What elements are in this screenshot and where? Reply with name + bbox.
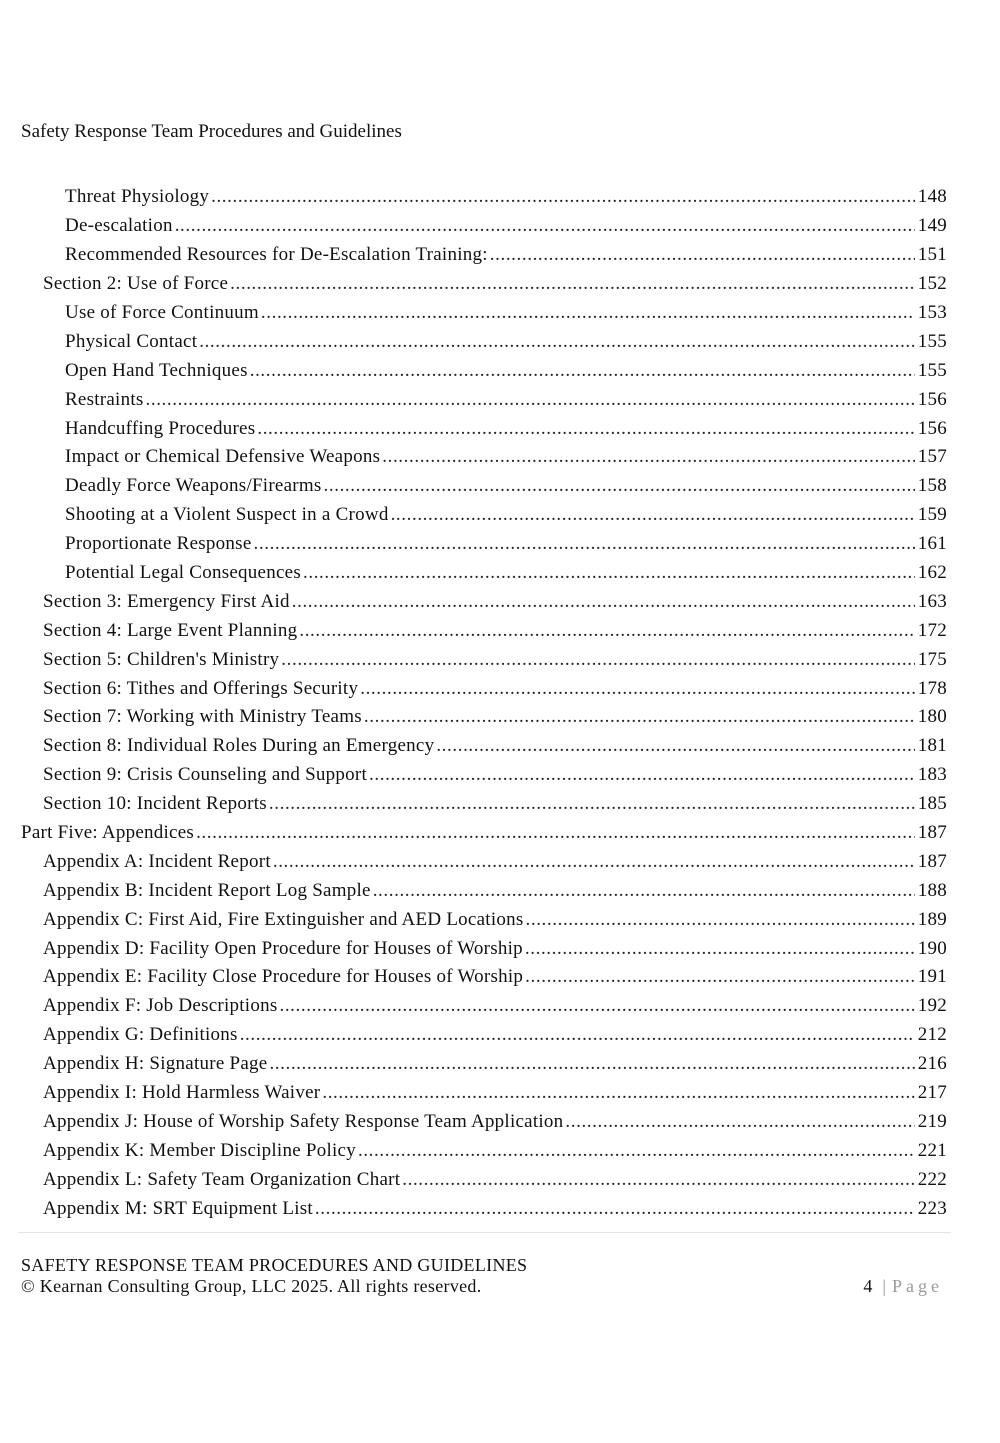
toc-entry[interactable]: [0, 1079, 1000, 1108]
toc-dot-leader: [269, 793, 915, 815]
toc-dot-leader: [269, 1053, 914, 1075]
toc-entry[interactable]: [0, 241, 1000, 270]
toc-dot-leader: [369, 764, 915, 786]
toc-entry-title: Appendix B: Incident Report Log Sample: [43, 879, 371, 901]
toc-entry-title: Deadly Force Weapons/Firearms: [65, 475, 322, 497]
toc-entry-title: Appendix E: Facility Close Procedure for Houses of Worship: [43, 966, 524, 988]
toc-entry-title: Impact or Chemical Defensive Weapons: [65, 446, 381, 468]
toc-dot-leader: [292, 591, 915, 613]
toc-entry-title: Appendix C: First Aid, Fire Extinguisher and AED Locations: [43, 908, 524, 930]
toc-dot-leader: [196, 822, 915, 844]
toc-entry-title: Open Hand Techniques: [65, 359, 248, 381]
toc-entry-page: 185: [917, 793, 947, 815]
toc-dot-leader: [322, 1082, 914, 1104]
toc-dot-leader: [257, 418, 914, 440]
toc-entry-page: 159: [917, 504, 947, 526]
toc-dot-leader: [360, 678, 915, 700]
toc-entry-title: De-escalation: [65, 215, 173, 237]
toc-entry-page: 158: [917, 475, 947, 497]
toc-entry-page: 155: [917, 359, 947, 381]
toc-entry-page: 148: [917, 186, 947, 208]
toc-entry-page: 222: [917, 1168, 947, 1190]
toc-entry[interactable]: [0, 530, 1000, 559]
toc-entry[interactable]: [0, 819, 1000, 848]
toc-entry-page: 162: [917, 562, 947, 584]
toc-entry-title: Section 3: Emergency First Aid: [43, 590, 290, 612]
toc-entry-page: 187: [917, 822, 947, 844]
toc-entry-page: 152: [917, 273, 947, 295]
toc-entry[interactable]: [0, 299, 1000, 328]
toc-entry-title: Section 7: Working with Ministry Teams: [43, 706, 362, 728]
toc-entry[interactable]: [0, 674, 1000, 703]
toc-entry-page: 216: [917, 1053, 947, 1075]
toc-entry[interactable]: [0, 327, 1000, 356]
toc-dot-leader: [315, 1198, 915, 1220]
toc-entry[interactable]: [0, 472, 1000, 501]
toc-entry-page: 181: [917, 735, 947, 757]
toc-entry[interactable]: [0, 645, 1000, 674]
footer-divider: [18, 1232, 951, 1233]
toc-entry-page: 183: [917, 764, 947, 786]
toc-dot-leader: [490, 244, 915, 266]
toc-dot-leader: [303, 562, 915, 584]
page-label: Page: [892, 1276, 943, 1296]
toc-entry-title: Section 10: Incident Reports: [43, 793, 267, 815]
toc-entry[interactable]: [0, 443, 1000, 472]
toc-dot-leader: [199, 331, 915, 353]
toc-dot-leader: [525, 966, 915, 988]
toc-entry[interactable]: [0, 876, 1000, 905]
toc-entry-title: Recommended Resources for De-Escalation Training:: [65, 244, 488, 266]
toc-entry-page: 151: [917, 244, 947, 266]
toc-entry-page: 212: [917, 1024, 947, 1046]
toc-dot-leader: [358, 1140, 915, 1162]
toc-entry[interactable]: [0, 934, 1000, 963]
toc-entry-page: 157: [917, 446, 947, 468]
toc-entry-title: Appendix M: SRT Equipment List: [43, 1197, 313, 1219]
toc-dot-leader: [382, 446, 915, 468]
page-number-value: 4: [863, 1276, 873, 1296]
toc-entry-title: Appendix L: Safety Team Organization Chart: [43, 1168, 401, 1190]
toc-entry-page: 180: [917, 706, 947, 728]
toc-entry[interactable]: [0, 1021, 1000, 1050]
page-number: [863, 1276, 943, 1296]
toc-entry-title: Appendix J: House of Worship Safety Response Team Application: [43, 1110, 564, 1132]
toc-entry[interactable]: [0, 587, 1000, 616]
toc-entry-page: 192: [917, 995, 947, 1017]
toc-dot-leader: [391, 504, 915, 526]
toc-entry-title: Section 6: Tithes and Offerings Security: [43, 677, 359, 699]
toc-dot-leader: [565, 1111, 914, 1133]
toc-entry[interactable]: [0, 183, 1000, 212]
toc-dot-leader: [146, 389, 915, 411]
toc-dot-leader: [299, 620, 914, 642]
table-of-contents: [0, 183, 1000, 1223]
toc-dot-leader: [281, 649, 914, 671]
toc-entry-title: Section 5: Children's Ministry: [43, 648, 280, 670]
toc-entry[interactable]: [0, 559, 1000, 588]
toc-dot-leader: [402, 1169, 915, 1191]
toc-dot-leader: [230, 273, 915, 295]
toc-dot-leader: [250, 360, 915, 382]
toc-entry-title: Appendix D: Facility Open Procedure for Houses of Worship: [43, 937, 523, 959]
toc-entry-title: Section 9: Crisis Counseling and Support: [43, 764, 368, 786]
toc-entry-title: Appendix G: Definitions: [43, 1024, 238, 1046]
toc-dot-leader: [273, 851, 915, 873]
toc-entry[interactable]: [0, 1165, 1000, 1194]
toc-entry-page: 219: [917, 1110, 947, 1132]
toc-dot-leader: [373, 880, 915, 902]
toc-entry-title: Appendix F: Job Descriptions: [43, 995, 278, 1017]
toc-entry-title: Section 8: Individual Roles During an Emergency: [43, 735, 435, 757]
toc-dot-leader: [211, 186, 915, 208]
toc-entry-title: Handcuffing Procedures: [65, 417, 256, 439]
toc-entry[interactable]: [0, 1050, 1000, 1079]
toc-dot-leader: [436, 735, 914, 757]
toc-dot-leader: [261, 302, 915, 324]
toc-entry-title: Physical Contact: [65, 330, 198, 352]
toc-dot-leader: [526, 909, 915, 931]
toc-entry[interactable]: [0, 616, 1000, 645]
page-header-title: Safety Response Team Procedures and Guidelines: [21, 121, 402, 142]
toc-entry-page: 172: [917, 619, 947, 641]
toc-entry-title: Restraints: [65, 388, 144, 410]
footer-title: SAFETY RESPONSE TEAM PROCEDURES AND GUIDELINES: [21, 1255, 528, 1275]
toc-entry-title: Part Five: Appendices: [21, 822, 195, 844]
toc-entry[interactable]: [0, 1108, 1000, 1137]
page-number-separator: |: [882, 1276, 886, 1296]
toc-entry-page: 149: [917, 215, 947, 237]
toc-entry-page: 189: [917, 908, 947, 930]
toc-entry-page: 153: [917, 302, 947, 323]
toc-dot-leader: [279, 995, 914, 1017]
toc-entry-title: Appendix K: Member Discipline Policy: [43, 1139, 356, 1161]
toc-entry[interactable]: [0, 1194, 1000, 1223]
toc-entry[interactable]: [0, 414, 1000, 443]
toc-entry-page: 191: [917, 966, 947, 988]
toc-dot-leader: [254, 533, 915, 555]
toc-entry[interactable]: [0, 847, 1000, 876]
toc-entry-page: 187: [917, 850, 947, 872]
toc-entry-page: 161: [917, 533, 947, 555]
toc-entry[interactable]: [0, 270, 1000, 299]
toc-entry-title: Appendix A: Incident Report: [43, 850, 271, 872]
toc-entry-title: Potential Legal Consequences: [65, 562, 301, 584]
toc-dot-leader: [324, 475, 915, 497]
toc-entry-title: Section 2: Use of Force: [43, 273, 229, 295]
toc-entry-page: 178: [917, 677, 947, 699]
footer-copyright: © Kearnan Consulting Group, LLC 2025. All rights reserved.: [21, 1276, 482, 1296]
toc-entry[interactable]: [0, 1136, 1000, 1165]
toc-entry-page: 175: [917, 648, 947, 670]
toc-entry-title: Proportionate Response: [65, 533, 252, 555]
toc-dot-leader: [240, 1024, 915, 1046]
toc-entry-page: 163: [917, 590, 947, 612]
toc-entry-page: 156: [917, 388, 947, 410]
toc-entry-title: Appendix I: Hold Harmless Waiver: [43, 1082, 321, 1104]
toc-entry-page: 155: [917, 330, 947, 352]
toc-entry-title: Shooting at a Violent Suspect in a Crowd: [65, 504, 389, 526]
toc-entry-page: 217: [917, 1082, 947, 1104]
toc-entry-page: 223: [917, 1197, 947, 1219]
toc-entry[interactable]: [0, 790, 1000, 819]
toc-dot-leader: [364, 706, 915, 728]
toc-entry[interactable]: [0, 992, 1000, 1021]
toc-entry[interactable]: [0, 761, 1000, 790]
toc-entry[interactable]: [0, 501, 1000, 530]
toc-entry-page: 188: [917, 879, 947, 901]
toc-entry-title: Use of Force Continuum: [65, 302, 259, 323]
toc-dot-leader: [175, 215, 915, 237]
toc-entry[interactable]: [0, 963, 1000, 992]
toc-entry[interactable]: [0, 212, 1000, 241]
toc-entry-page: 190: [917, 937, 947, 959]
toc-entry-title: Section 4: Large Event Planning: [43, 619, 298, 641]
toc-entry[interactable]: [0, 356, 1000, 385]
toc-entry-page: 221: [917, 1139, 947, 1161]
toc-dot-leader: [525, 938, 915, 960]
toc-entry-title: Threat Physiology: [65, 186, 210, 208]
toc-entry[interactable]: [0, 385, 1000, 414]
toc-entry[interactable]: [0, 703, 1000, 732]
toc-entry-page: 156: [917, 417, 947, 439]
toc-entry[interactable]: [0, 905, 1000, 934]
toc-entry-title: Appendix H: Signature Page: [43, 1053, 268, 1075]
toc-entry[interactable]: [0, 732, 1000, 761]
